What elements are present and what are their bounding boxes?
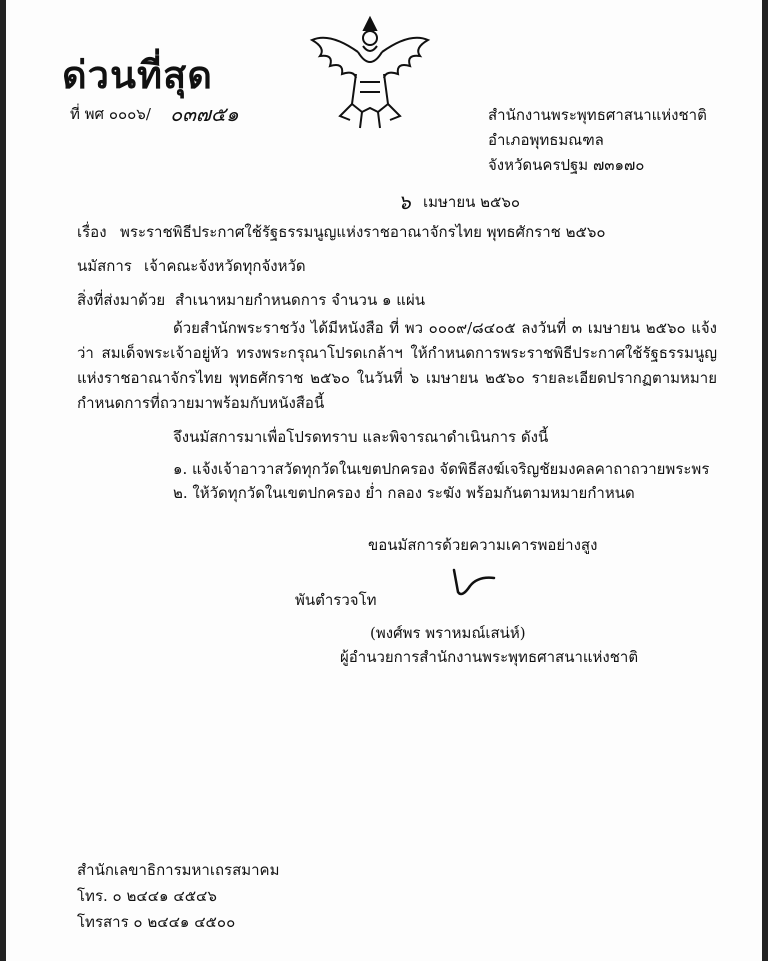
signatory-rank: พันตำรวจโท xyxy=(295,591,377,609)
body-intro: จึงนมัสการมาเพื่อโปรดทราบ และพิจารณาดำเนินการ ดังนี้ xyxy=(173,428,549,446)
footer-fax: โทรสาร ๐ ๒๔๔๑ ๔๕๐๐ xyxy=(77,913,236,931)
signatory-position: ผู้อำนวยการสำนักงานพระพุทธศาสนาแห่งชาติ xyxy=(340,648,639,666)
recipient-text: เจ้าคณะจังหวัดทุกจังหวัด xyxy=(144,257,306,275)
closing-salutation: ขอนมัสการด้วยความเคารพอย่างสูง xyxy=(368,536,598,554)
sender-address-line2: อำเภอพุทธมณฑล xyxy=(488,131,604,149)
sender-address-line1: สำนักงานพระพุทธศาสนาแห่งชาติ xyxy=(488,106,707,124)
garuda-emblem-icon xyxy=(300,12,440,134)
footer-office: สำนักเลขาธิการมหาเถรสมาคม xyxy=(77,861,280,879)
reference-label: ที่ พศ ๐๐๐๖/ xyxy=(70,105,151,123)
enclosure-label: สิ่งที่ส่งมาด้วย xyxy=(77,291,166,309)
sender-address-line3: จังหวัดนครปฐม ๗๓๑๗๐ xyxy=(488,156,645,174)
urgency-heading: ด่วนที่สุด xyxy=(62,53,213,97)
scan-edge-right xyxy=(762,0,768,961)
action-item-2: ๒. ให้วัดทุกวัดในเขตปกครอง ย่ำ กลอง ระฆัง พร้อมกันตามหมายกำหนด xyxy=(173,484,635,502)
footer-phone: โทร. ๐ ๒๔๔๑ ๔๕๔๖ xyxy=(77,887,217,905)
date-month-year: เมษายน ๒๕๖๐ xyxy=(423,193,521,211)
reference-number-handwritten: ๐๓๗๕๑ xyxy=(170,102,239,126)
recipient-label: นมัสการ xyxy=(77,257,132,275)
subject-text: พระราชพิธีประกาศใช้รัฐธรรมนูญแห่งราชอาณาจักรไทย พุทธศักราช ๒๕๖๐ xyxy=(120,223,606,241)
signature-icon xyxy=(448,566,498,600)
action-item-1: ๑. แจ้งเจ้าอาวาสวัดทุกวัดในเขตปกครอง จัดพิธีสงฆ์เจริญชัยมงคลคาถาถวายพระพร xyxy=(173,460,710,478)
subject-label: เรื่อง xyxy=(77,223,107,241)
enclosure-text: สำเนาหมายกำหนดการ จำนวน ๑ แผ่น xyxy=(175,291,425,309)
date-day-handwritten: ๖ xyxy=(398,190,411,214)
scan-edge-left xyxy=(0,0,6,961)
body-paragraph: ด้วยสำนักพระราชวัง ได้มีหนังสือ ที่ พว ๐๐๐๙/๘๔๐๕ ลงวันที่ ๓ เมษายน ๒๕๖๐ แจ้งว่า สมเด็จพระเจ้าอยู่หัว ทรงพระกรุณาโปรดเกล้าฯ ให้กำหนดการพระราชพิธีประกาศใช้รัฐธรรมนูญแห่งราชอาณาจักรไทย พุทธศักราช ๒๕๖๐ ในวันที่ ๖ เมษายน ๒๕๖๐ รายละเอียดปรากฏตามหมายกำหนดการที่ถวายมาพร้อมกับหนังสือนี้ xyxy=(77,319,717,412)
signatory-name: (พงศ์พร พราหมณ์เสน่ห์) xyxy=(370,624,526,642)
